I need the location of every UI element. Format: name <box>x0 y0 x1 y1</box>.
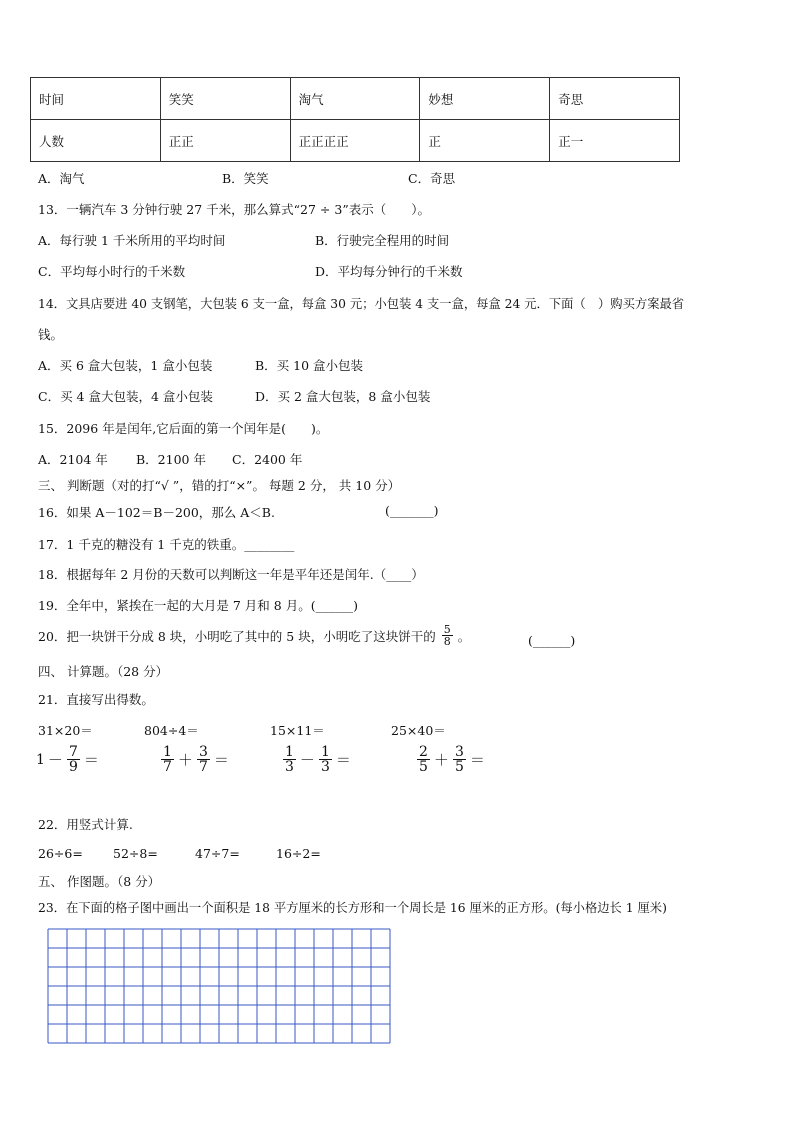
fraction-numerator: 3 <box>198 744 208 760</box>
fraction <box>453 745 466 774</box>
q13-option-c: C．平均每小时行的千米数 <box>38 264 186 279</box>
q19-text: 19．全年中，紧挨在一起的大月是 7 月和 8 月。(______) <box>38 598 358 613</box>
q21-item: 31×20＝ <box>38 723 93 738</box>
fraction <box>417 745 430 774</box>
fraction-numerator: 1 <box>163 744 172 760</box>
fraction-numerator: 1 <box>285 744 294 760</box>
q22-stem: 22．用竖式计算. <box>38 817 133 832</box>
table-cell: 正一 <box>550 120 680 162</box>
fraction-numerator: 1 <box>320 744 330 760</box>
q13-option-a: A．每行驶 1 千米所用的平均时间 <box>38 233 226 248</box>
q21-fraction-expr <box>160 745 232 774</box>
q21-item: 804÷4＝ <box>144 723 199 738</box>
table-cell: 笑笑 <box>160 78 290 120</box>
q14-option-c: C．买 4 盒大包装，4 盒小包装 <box>38 389 213 404</box>
q20-fraction <box>442 624 453 647</box>
q12-option-c: C．奇思 <box>408 171 456 186</box>
fraction-numerator: 2 <box>419 744 428 760</box>
expr-operator: － <box>299 751 315 769</box>
table-row <box>31 78 680 120</box>
fraction-denominator: 7 <box>198 759 208 775</box>
q14-stem-line2: 钱。 <box>38 327 64 342</box>
q14-option-d: D．买 2 盒大包装，8 盒小包装 <box>255 389 431 404</box>
fraction <box>197 745 210 774</box>
fraction-numerator: 5 <box>443 623 451 636</box>
expr-operator: ＋ <box>177 751 193 769</box>
q18-text: 18．根据每年 2 月份的天数可以判断这一年是平年还是闰年.（____） <box>38 567 424 582</box>
table-cell: 正正正正 <box>290 120 420 162</box>
table-cell: 奇思 <box>550 78 680 120</box>
expr-equals: ＝ <box>213 751 229 769</box>
q22-item: 52÷8= <box>113 846 158 861</box>
q15-option-a: A．2104 年 <box>38 452 108 467</box>
q13-option-b: B．行驶完全程用的时间 <box>315 233 450 248</box>
section-5-heading: 五、 作图题。（8 分） <box>38 874 161 889</box>
fraction-denominator: 5 <box>454 759 464 775</box>
fraction-denominator: 7 <box>163 759 172 775</box>
expr-lead: 1 <box>36 751 45 768</box>
tally-table <box>30 77 680 162</box>
q21-fraction-expr <box>36 745 102 774</box>
expr-operator: － <box>47 751 63 769</box>
q20-text: 20．把一块饼干分成 8 块，小明吃了其中的 5 块，小明吃了这块饼干的 <box>38 628 436 644</box>
drawing-grid[interactable] <box>47 928 391 1046</box>
table-cell: 妙想 <box>420 78 550 120</box>
q15-option-c: C．2400 年 <box>232 452 303 467</box>
fraction <box>319 745 332 774</box>
expr-equals: ＝ <box>83 751 99 769</box>
q21-fraction-expr <box>282 745 354 774</box>
fraction-denominator: 9 <box>68 759 78 775</box>
q12-option-a: A．淘气 <box>38 171 85 186</box>
fraction-denominator: 8 <box>443 635 451 648</box>
q14-option-a: A．买 6 盒大包装，1 盒小包装 <box>38 358 213 373</box>
table-cell: 正正 <box>160 120 290 162</box>
q21-item: 25×40＝ <box>391 723 446 738</box>
fraction-denominator: 5 <box>419 759 428 775</box>
q16-answer-blank[interactable]: (_______) <box>385 503 439 518</box>
q15-option-b: B．2100 年 <box>136 452 206 467</box>
expr-operator: ＋ <box>433 751 449 769</box>
q15-stem: 15．2096 年是闰年,它后面的第一个闰年是( )。 <box>38 421 329 436</box>
q21-fraction-expr <box>416 745 488 774</box>
expr-equals: ＝ <box>335 751 351 769</box>
q14-stem-line1: 14．文具店要进 40 支钢笔，大包装 6 支一盒，每盒 30 元；小包装 4 支一盒，每盒 24 元．下面（ ）购买方案最省 <box>38 297 685 311</box>
fraction <box>67 745 80 774</box>
q21-item: 15×11＝ <box>270 723 325 738</box>
fraction <box>161 745 174 774</box>
q20-line <box>38 624 470 647</box>
q22-item: 16÷2= <box>276 846 321 861</box>
table-cell: 淘气 <box>290 78 420 120</box>
q13-option-d: D．平均每分钟行的千米数 <box>315 264 463 279</box>
fraction-numerator: 3 <box>454 744 464 760</box>
table-row <box>31 120 680 162</box>
q13-stem: 13．一辆汽车 3 分钟行驶 27 千米，那么算式“27 ÷ 3”表示（ ）。 <box>38 202 430 217</box>
q12-option-b: B．笑笑 <box>222 171 269 186</box>
table-cell: 人数 <box>31 120 161 162</box>
section-3-heading: 三、 判断题（对的打“√ ”，错的打“×”。 每题 2 分， 共 10 分） <box>38 478 401 493</box>
table-cell: 时间 <box>31 78 161 120</box>
q14-option-b: B．买 10 盒小包装 <box>255 358 364 373</box>
fraction <box>283 745 296 774</box>
q23-text: 23．在下面的格子图中画出一个面积是 18 平方厘米的长方形和一个周长是 16 厘米的正方形。(每小格边长 1 厘米) <box>38 901 667 915</box>
q21-stem: 21．直接写出得数。 <box>38 692 154 707</box>
q20-tail: 。 <box>457 628 471 644</box>
table-cell: 正 <box>420 120 550 162</box>
q17-text: 17．1 千克的糖没有 1 千克的铁重。________ <box>38 537 295 552</box>
q22-item: 47÷7= <box>195 846 240 861</box>
expr-equals: ＝ <box>469 751 485 769</box>
fraction-denominator: 3 <box>320 759 330 775</box>
q16-text: 16．如果 A－102＝B－200，那么 A＜B. <box>38 505 275 520</box>
fraction-numerator: 7 <box>68 744 78 760</box>
section-4-heading: 四、 计算题。（28 分） <box>38 664 169 679</box>
fraction-denominator: 3 <box>285 759 294 775</box>
q20-answer-blank[interactable]: (______) <box>528 633 576 648</box>
q22-item: 26÷6= <box>38 846 83 861</box>
